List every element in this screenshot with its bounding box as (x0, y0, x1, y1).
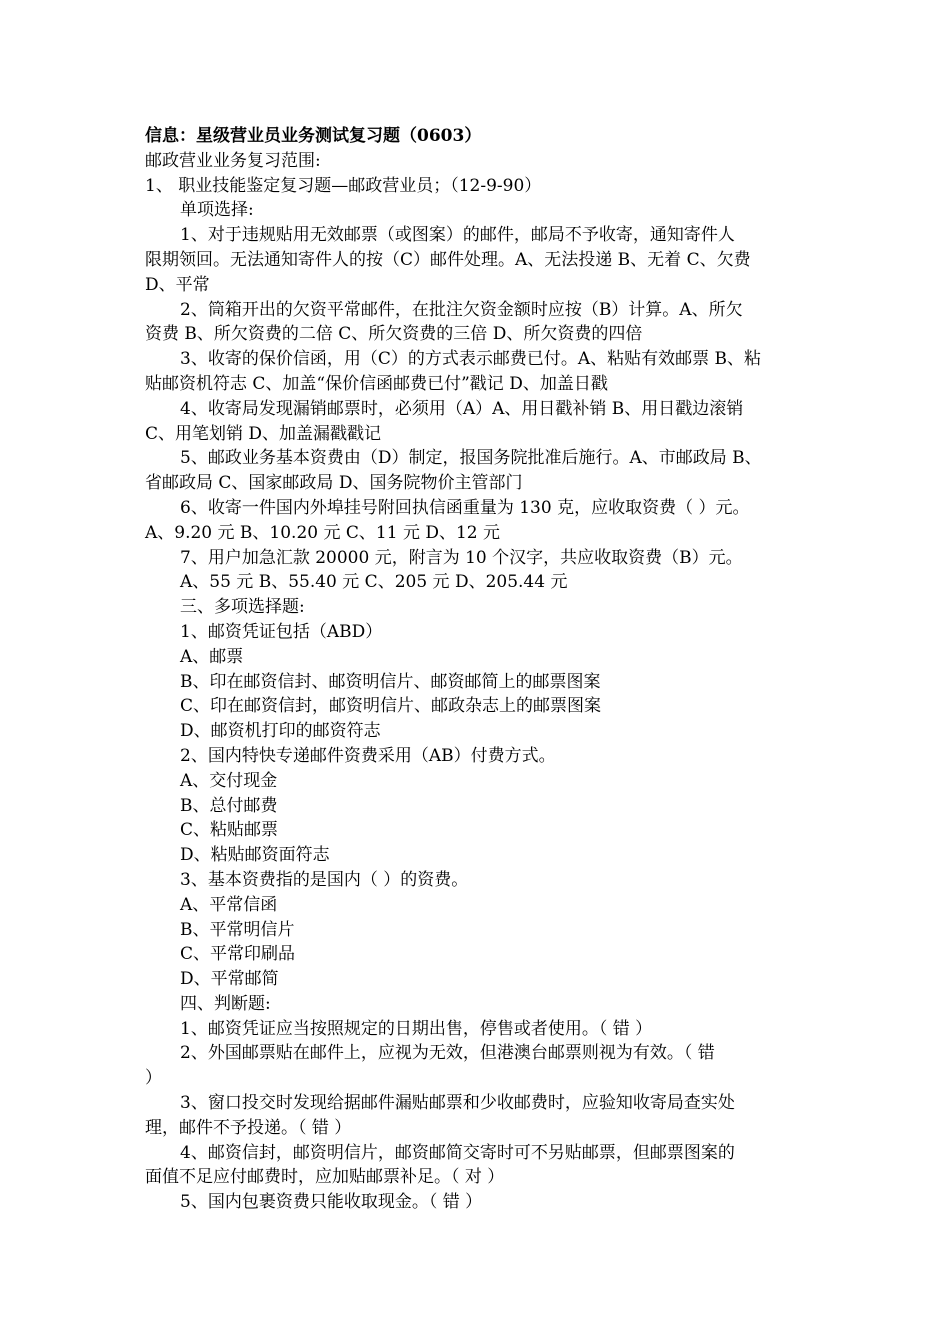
text-line: 7、用户加急汇款 20000 元，附言为 10 个汉字，共应收取资费（B）元。 (180, 547, 743, 568)
text-line: 理，邮件不予投递。（ 错 ） (145, 1117, 352, 1138)
text-line: 3、基本资费指的是国内（ ）的资费。 (180, 869, 469, 890)
text-line: 3、窗口投交时发现给据邮件漏贴邮票和少收邮费时，应验知收寄局查实处 (180, 1093, 735, 1114)
text-line: 资费 B、所欠资费的二倍 C、所欠资费的三倍 D、所欠资费的四倍 (145, 324, 643, 345)
text-line: 3、收寄的保价信函，用（C）的方式表示邮费已付。A、粘贴有效邮票 B、粘 (180, 349, 761, 370)
text-line: ） (145, 1068, 162, 1089)
text-line: D、平常邮简 (180, 969, 279, 990)
text-line: 邮政营业业务复习范围: (145, 150, 321, 171)
text-line: 省邮政局 C、国家邮政局 D、国务院物价主管部门 (145, 473, 523, 494)
text-line: 面值不足应付邮费时，应加贴邮票补足。（ 对 ） (145, 1167, 505, 1188)
text-line: A、平常信函 (180, 894, 278, 915)
text-line: D、平常 (145, 274, 210, 295)
text-line: 三、多项选择题: (180, 597, 305, 618)
text-line: 2、国内特快专递邮件资费采用（AB）付费方式。 (180, 745, 556, 766)
text-line: D、粘贴邮资面符志 (180, 845, 330, 866)
text-line: 1、邮资凭证应当按照规定的日期出售，停售或者使用。（ 错 ） (180, 1018, 653, 1039)
text-line: 贴邮资机符志 C、加盖“保价信函邮费已付”戳记 D、加盖日戳 (145, 373, 608, 394)
text-line: B、总付邮费 (180, 795, 278, 816)
text-line: B、平常明信片 (180, 919, 295, 940)
document-lines (145, 149, 830, 1215)
text-line: A、55 元 B、55.40 元 C、205 元 D、205.44 元 (180, 572, 568, 593)
text-line: 6、收寄一件国内外埠挂号附回执信函重量为 130 克，应收取资费（ ）元。 (180, 497, 750, 518)
text-line: C、粘贴邮票 (180, 820, 279, 841)
text-line: 5、国内包裹资费只能收取现金。（ 错 ） (180, 1192, 483, 1213)
text-line: 4、邮资信封，邮资明信片，邮资邮简交寄时可不另贴邮票，但邮票图案的 (180, 1142, 735, 1163)
text-line: C、用笔划销 D、加盖漏戳戳记 (145, 423, 382, 444)
document-body (145, 124, 830, 1215)
text-line: C、印在邮资信封，邮资明信片、邮政杂志上的邮票图案 (180, 696, 602, 717)
text-line: B、印在邮资信封、邮资明信片、邮资邮简上的邮票图案 (180, 671, 601, 692)
text-line: 1、对于违规贴用无效邮票（或图案）的邮件，邮局不予收寄，通知寄件人 (180, 225, 735, 246)
text-line: 四、判断题: (180, 993, 271, 1014)
text-line: C、平常印刷品 (180, 944, 296, 965)
text-line: A、邮票 (180, 646, 244, 667)
text-line: 限期领回。无法通知寄件人的按（C）邮件处理。A、无法投递 B、无着 C、欠费 (145, 249, 751, 270)
text-line: 2、筒箱开出的欠资平常邮件，在批注欠资金额时应按（B）计算。A、所欠 (180, 299, 743, 320)
text-line: D、邮资机打印的邮资符志 (180, 721, 381, 742)
text-line: 1、邮资凭证包括（ABD） (180, 621, 383, 642)
text-line: A、9.20 元 B、10.20 元 C、11 元 D、12 元 (145, 522, 501, 543)
text-line: 2、外国邮票贴在邮件上，应视为无效，但港澳台邮票则视为有效。（ 错 (180, 1043, 715, 1064)
document-title: 信息：星级营业员业务测试复习题（0603） (145, 126, 482, 146)
text-line: 单项选择: (180, 200, 254, 221)
text-line: A、交付现金 (180, 770, 278, 791)
text-line: 5、邮政业务基本资费由（D）制定，报国务院批准后施行。A、市邮政局 B、 (180, 448, 762, 469)
text-line: 4、收寄局发现漏销邮票时，必须用（A）A、用日戳补销 B、用日戳边滚销 (180, 398, 744, 419)
text-line: 1、 职业技能鉴定复习题—邮政营业员；（12-9-90） (145, 175, 542, 196)
